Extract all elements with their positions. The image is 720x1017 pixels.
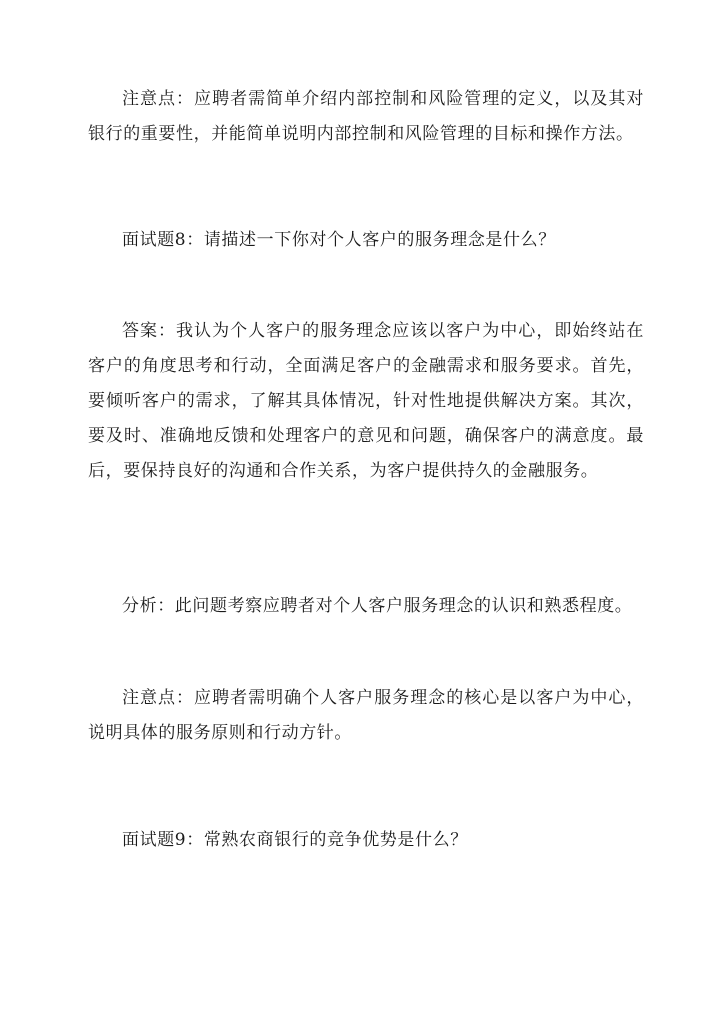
note-paragraph: 注意点：应聘者需简单介绍内部控制和风险管理的定义，以及其对银行的重要性，并能简单说明内部控制和风险管理的目标和操作方法。 <box>88 89 644 144</box>
question-9-heading: 面试题9：常熟农商银行的竞争优势是什么？ <box>122 830 468 850</box>
answer-paragraph: 答案：我认为个人客户的服务理念应该以客户为中心，即始终站在客户的角度思考和行动，全面满足客户的金融需求和服务要求。首先，要倾听客户的需求，了解其具体情况，针对性地提供解决方案。其次，要及时、准确地反馈和处理客户的意见和问题，确保客户的满意度。最后，要保持良好的沟通和合作关系，为客户提供持久的金融服务。 <box>88 321 644 481</box>
question-8-heading: 面试题8：请描述一下你对个人客户的服务理念是什么？ <box>122 230 556 250</box>
analysis-paragraph: 分析：此问题考察应聘者对个人客户服务理念的认识和熟悉程度。 <box>122 596 633 616</box>
note-paragraph-2: 注意点：应聘者需明确个人客户服务理念的核心是以客户为中心，说明具体的服务原则和行动方针。 <box>88 688 644 743</box>
